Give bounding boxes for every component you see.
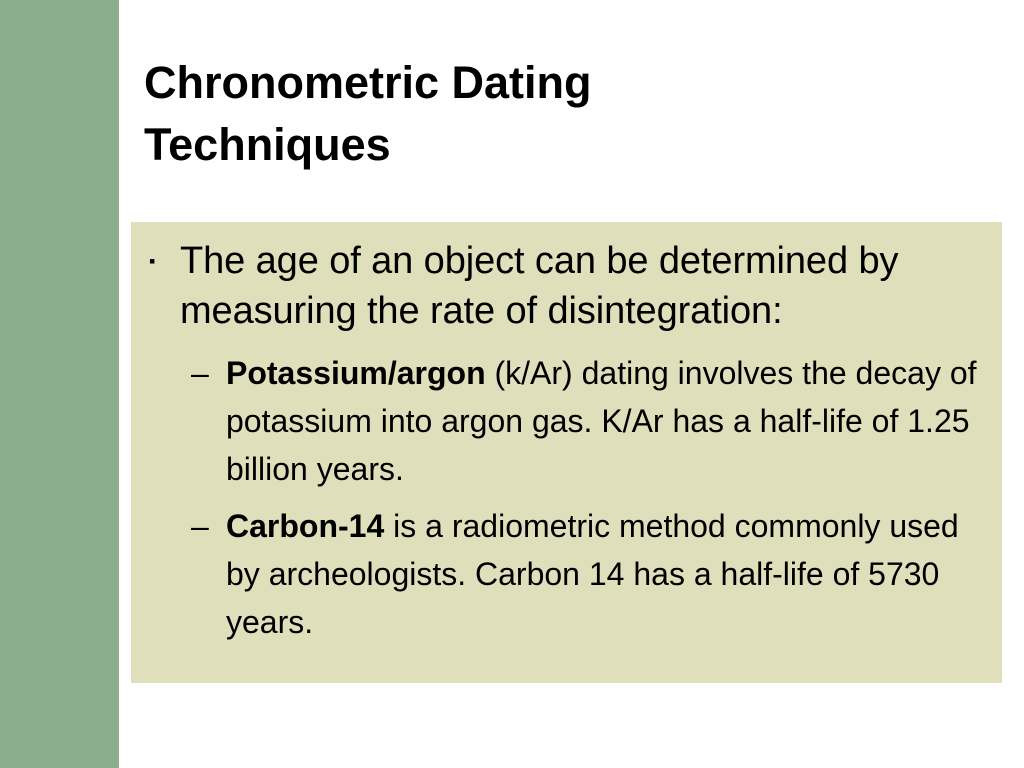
- sub-point-text: [226, 349, 981, 493]
- sub-point-body: (k/Ar) dating involves the decay of potassium into argon gas. K/Ar has a half-life of 1.25 billion years.: [226, 355, 977, 487]
- main-point-text: The age of an object can be determined by measuring the rate of disintegration:: [180, 240, 899, 332]
- dash-bullet-icon: –: [191, 355, 209, 391]
- sub-point-bold-term: Potassium/argon: [226, 355, 486, 391]
- content-box: [131, 222, 1002, 683]
- slide-title: Chronometric Dating Techniques: [144, 57, 592, 170]
- sub-point-bold-term: Carbon-14: [226, 508, 385, 544]
- sub-point-body: is a radiometric method commonly used by archeologists. Carbon 14 has a half-life of 5730 years.: [226, 508, 959, 640]
- square-bullet-icon: ▪: [149, 251, 156, 271]
- sub-point-text: [226, 502, 981, 646]
- side-accent-bar: [0, 0, 119, 768]
- sub-point-potassium-argon: [191, 349, 981, 493]
- sub-point-carbon-14: [191, 502, 981, 646]
- main-bullet-point: [145, 236, 990, 336]
- dash-bullet-icon: –: [191, 508, 209, 544]
